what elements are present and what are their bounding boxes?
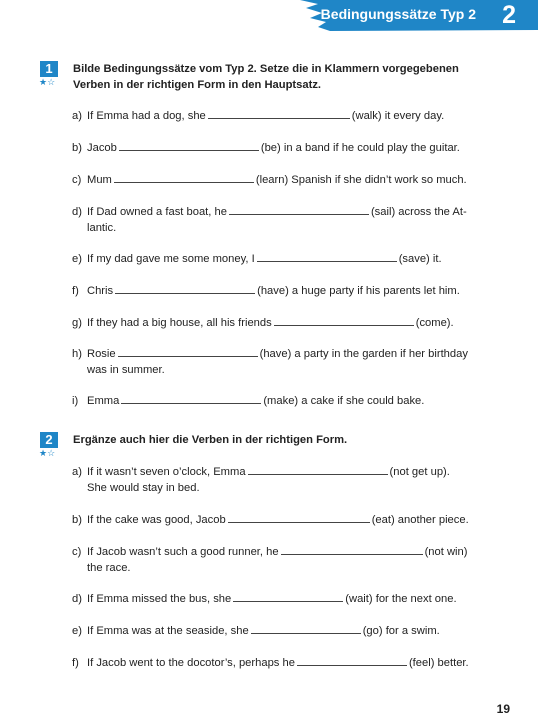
exercise-1-item-f: f) Chris (have) a huge party if his parents let him. — [72, 285, 460, 297]
chapter-title: Bedingungssätze Typ 2 — [320, 6, 476, 22]
answer-blank[interactable] — [115, 283, 255, 294]
exercise-1-item-g: g) If they had a big house, all his friends (come). — [72, 317, 454, 329]
answer-blank[interactable] — [229, 204, 369, 215]
chapter-number: 2 — [502, 1, 516, 29]
exercise-2-item-f: f) If Jacob went to the docotor’s, perhaps he (feel) better. — [72, 657, 469, 669]
exercise-1-item-d: d) If Dad owned a fast boat, he (sail) across the At- lantic. — [72, 206, 467, 234]
exercise-1-item-h: h) Rosie (have) a party in the garden if her birthday was in summer. — [72, 348, 468, 376]
answer-blank[interactable] — [228, 512, 370, 523]
answer-blank[interactable] — [114, 172, 254, 183]
exercise-1-item-c: c) Mum (learn) Spanish if she didn’t work so much. — [72, 174, 467, 186]
answer-blank[interactable] — [274, 315, 414, 326]
answer-blank[interactable] — [119, 140, 259, 151]
exercise-1-badge: 1 — [40, 61, 58, 77]
page-number: 19 — [496, 702, 510, 716]
exercise-2-badge: 2 — [40, 432, 58, 448]
answer-blank[interactable] — [281, 544, 423, 555]
answer-blank[interactable] — [257, 251, 397, 262]
answer-blank[interactable] — [248, 464, 388, 475]
exercise-1-stars: ★☆ — [39, 77, 56, 87]
exercise-2-stars: ★☆ — [39, 448, 56, 458]
exercise-2-item-a: a) If it wasn’t seven o’clock, Emma (not get up). She would stay in bed. — [72, 466, 450, 494]
exercise-2-instruction: Ergänze auch hier die Verben in der richtigen Form. — [73, 434, 348, 446]
answer-blank[interactable] — [118, 346, 258, 357]
exercise-2-item-c: c) If Jacob wasn’t such a good runner, he (not win) the race. — [72, 546, 468, 574]
answer-blank[interactable] — [121, 393, 261, 404]
answer-blank[interactable] — [251, 623, 361, 634]
exercise-2-item-d: d) If Emma missed the bus, she (wait) for the next one. — [72, 593, 457, 605]
exercise-1-item-b: b) Jacob (be) in a band if he could play the guitar. — [72, 142, 460, 154]
exercise-1-item-a: a) If Emma had a dog, she (walk) it every day. — [72, 110, 445, 122]
answer-blank[interactable] — [233, 591, 343, 602]
exercise-2-item-b: b) If the cake was good, Jacob (eat) another piece. — [72, 514, 469, 526]
header-banner — [0, 0, 538, 32]
exercise-2-item-e: e) If Emma was at the seaside, she (go) for a swim. — [72, 625, 440, 637]
exercise-1-instruction: Bilde Bedingungssätze vom Typ 2. Setze die in Klammern vorgegebenen Verben in der richtigen Form in den Hauptsatz. — [73, 63, 459, 91]
exercise-1-item-i: i) Emma (make) a cake if she could bake. — [72, 395, 425, 407]
answer-blank[interactable] — [297, 655, 407, 666]
exercise-1-item-e: e) If my dad gave me some money, I (save) it. — [72, 253, 442, 265]
answer-blank[interactable] — [208, 108, 350, 119]
